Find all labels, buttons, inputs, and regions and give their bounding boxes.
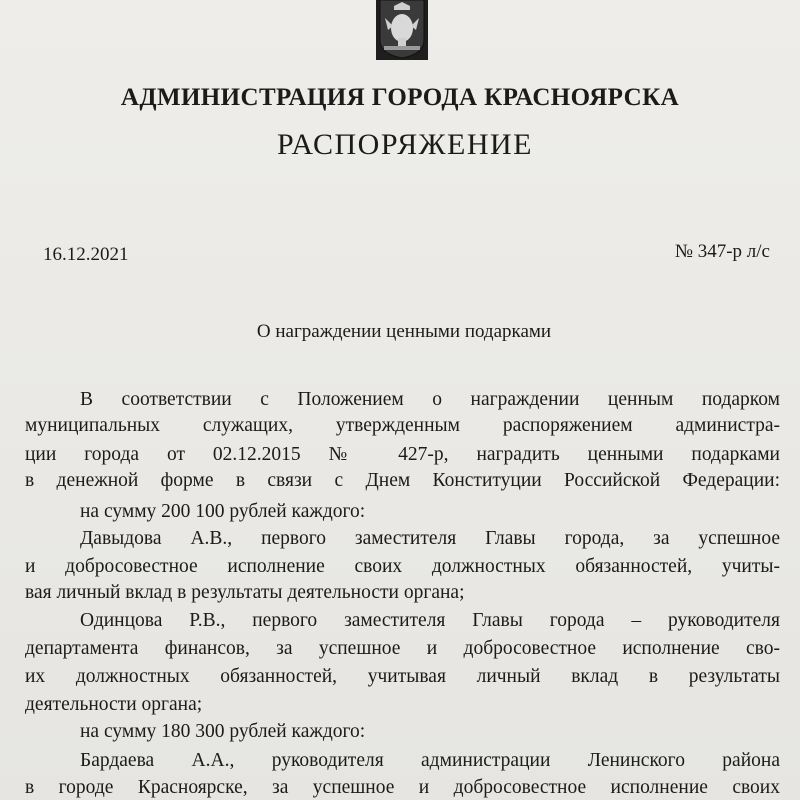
document-date: 16.12.2021 — [43, 244, 129, 265]
body-line: департамента финансов, за успешное и добросовестное исполнение сво- — [25, 638, 780, 659]
body-line: вая личный вклад в результаты деятельности органа; — [25, 582, 465, 603]
body-line: и добросовестное исполнение своих должностных обязанностей, учиты- — [25, 556, 780, 577]
body-line: В соответствии с Положением о награждении ценным подарком — [80, 389, 780, 410]
document-subject: О награждении ценными подарками — [256, 321, 552, 342]
body-line: Одинцова Р.В., первого заместителя Главы города – руководителя — [80, 610, 780, 631]
body-line: деятельности органа; — [25, 694, 203, 715]
body-line: ции города от 02.12.2015 № 427-р, наградить ценными подарками — [25, 444, 780, 465]
body-line: Давыдова А.В., первого заместителя Главы города, за успешное — [80, 528, 780, 549]
body-line: на сумму 180 300 рублей каждого: — [80, 721, 366, 742]
organization-title: АДМИНИСТРАЦИЯ ГОРОДА КРАСНОЯРСКА — [120, 84, 680, 111]
body-line: в городе Красноярске, за успешное и добросовестное исполнение своих — [25, 777, 780, 798]
body-line: их должностных обязанностей, учитывая личный вклад в результаты — [25, 666, 780, 687]
body-line: муниципальных служащих, утвержденным распоряжением администра- — [25, 415, 780, 436]
city-coat-of-arms-icon — [376, 0, 428, 60]
body-line: на сумму 200 100 рублей каждого: — [80, 501, 366, 522]
document-type-title: РАСПОРЯЖЕНИЕ — [276, 128, 534, 161]
body-line: в денежной форме в связи с Днем Конституции Российской Федерации: — [25, 470, 780, 491]
body-line: Бардаева А.А., руководителя администрации Ленинского района — [80, 750, 780, 771]
document-number: № 347-р л/с — [674, 241, 770, 262]
